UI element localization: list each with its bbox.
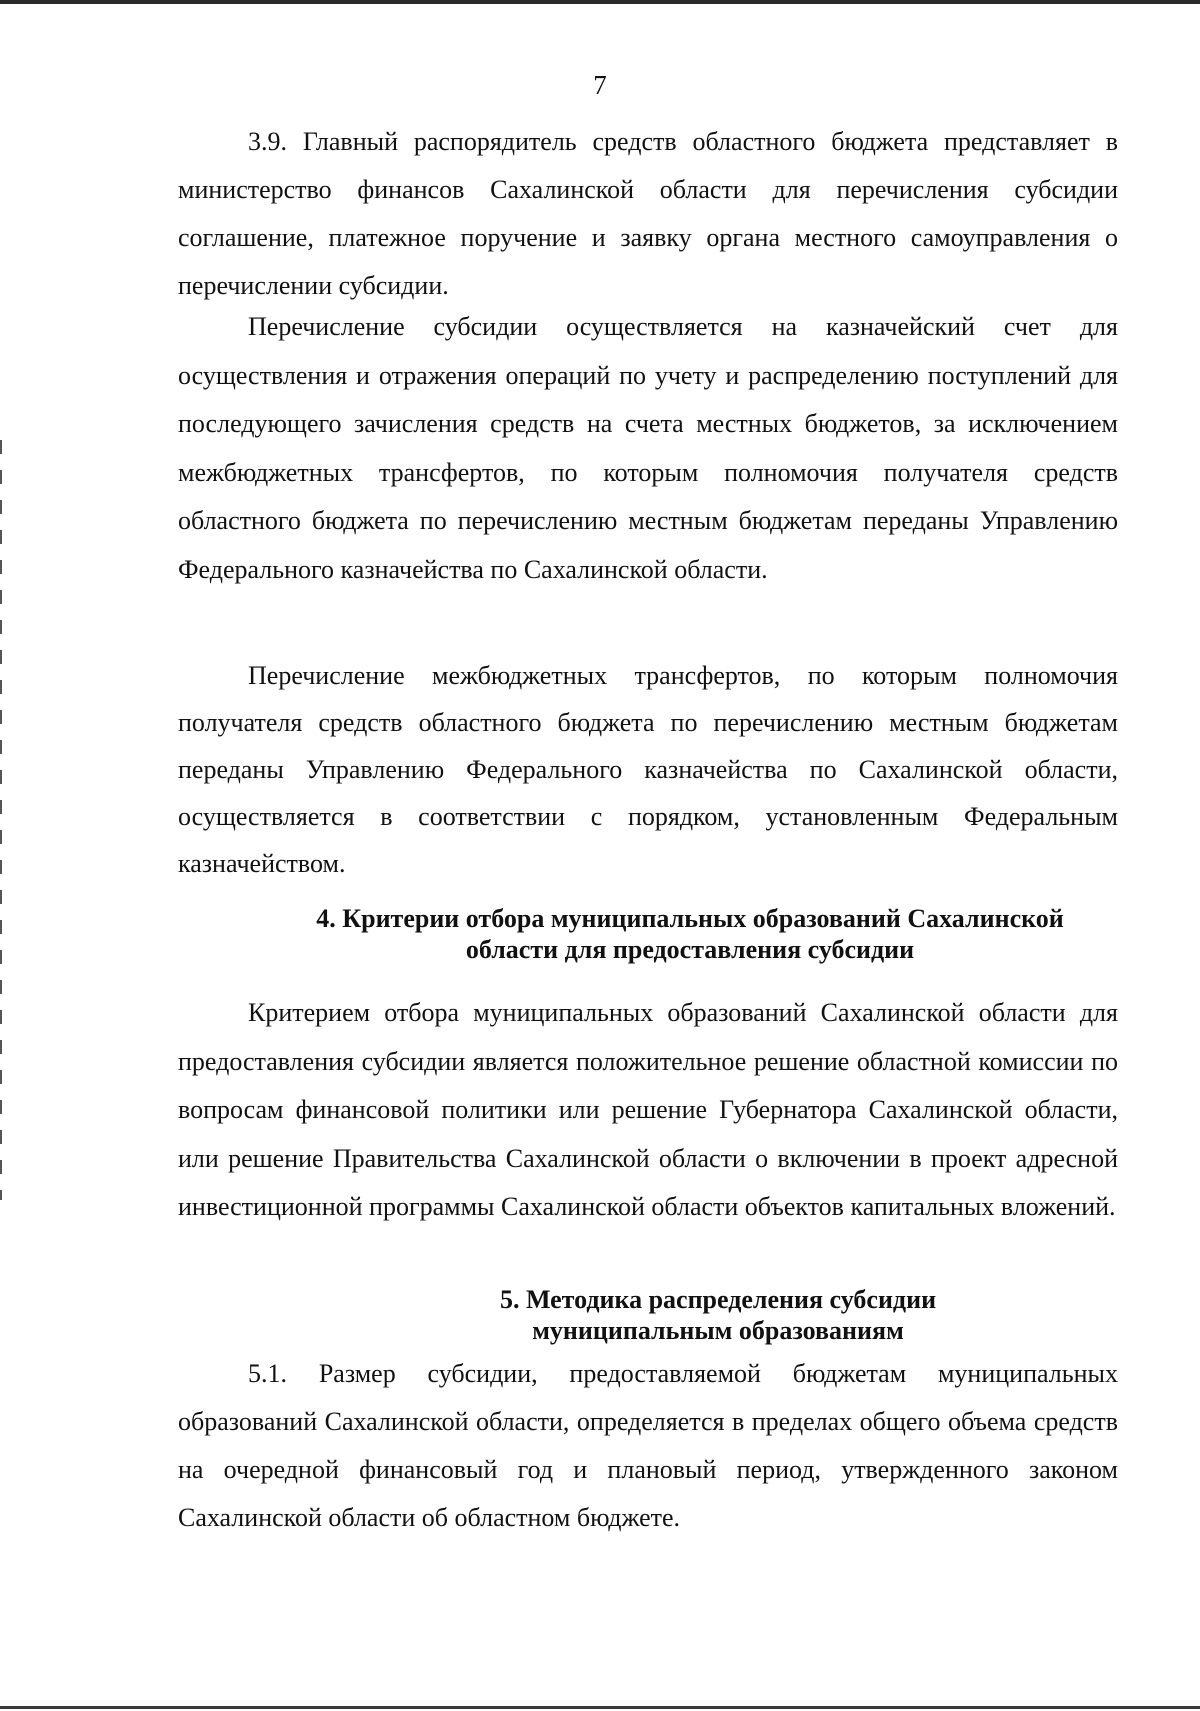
section-4-heading-line1: 4. Критерии отбора муниципальных образований Сахалинской (316, 904, 1064, 933)
paragraph-interbudget-transfers: Перечисление межбюджетных трансфертов, по которым полномочия получателя средств областного бюджета по перечислению местным бюджетам переданы Управлению Федерального казначейства по Сахалинской области, осуществляется в соответствии с порядком, установленным Федеральным казначейством. (178, 661, 1118, 878)
page-number: 7 (593, 70, 607, 100)
paragraph-5-1: 5.1. Размер субсидии, предоставляемой бюджетам муниципальных образований Сахалинской области, определяется в пределах общего объема средств на очередной финансовый год и плановый период, утвержденного законом Сахалинской области об областном бюджете. (178, 1359, 1118, 1532)
top-scan-border (0, 0, 1200, 4)
section-5-heading-line1: 5. Методика распределения субсидии (499, 1285, 937, 1314)
paragraph-3-9: 3.9. Главный распорядитель средств областного бюджета представляет в министерство финансов Сахалинской области для перечисления субсидии соглашение, платежное поручение и заявку органа местного самоуправления о перечислении субсидии. (178, 127, 1118, 300)
left-scan-edge (0, 440, 2, 1200)
section-5-heading (248, 1284, 1188, 1346)
bottom-scan-border (0, 1706, 1200, 1709)
paragraph-selection-criteria: Критерием отбора муниципальных образований Сахалинской области для предоставления субсидии является положительное решение областной комиссии по вопросам финансовой политики или решение Губернатора Сахалинской области, или решение Правительства Сахалинской области о включении в проект адресной инвестиционной программы Сахалинской области объектов капитальных вложений. (178, 998, 1118, 1221)
section-4-heading (220, 903, 1160, 965)
section-5-heading-line2: муниципальным образованиям (532, 1316, 904, 1345)
section-4-heading-line2: области для предоставления субсидии (465, 935, 915, 964)
paragraph-subsidy-transfer: Перечисление субсидии осуществляется на казначейский счет для осуществления и отражения операций по учету и распределению поступлений для последующего зачисления средств на счета местных бюджетов, за исключением межбюджетных трансфертов, по которым полномочия получателя средств областного бюджета по перечислению местным бюджетам переданы Управлению Федерального казначейства по Сахалинской области. (178, 312, 1118, 584)
